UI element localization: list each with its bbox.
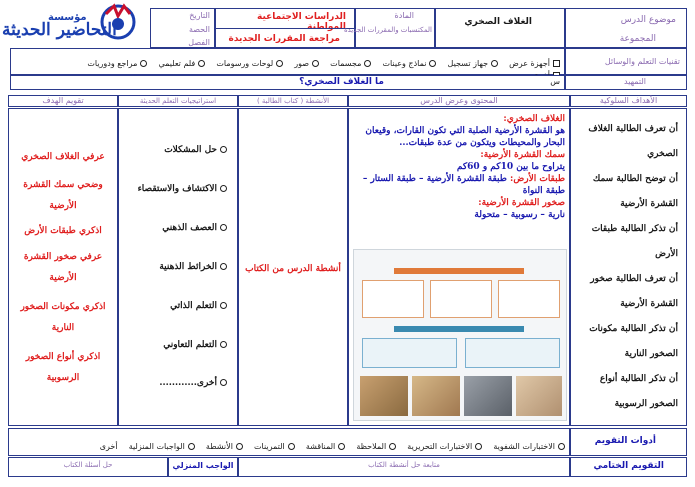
content-row	[351, 173, 565, 197]
content-column	[348, 108, 570, 426]
tool-option[interactable]: لوحات ورسومات	[216, 59, 283, 68]
assessment-options-cell	[8, 428, 570, 456]
strategy-item[interactable]: حل المشكلات	[164, 145, 227, 155]
tools-label: تقنيات التعلم والوسائل	[604, 57, 680, 66]
tool-option[interactable]: جهاز تسجيل	[448, 59, 498, 68]
radio-icon[interactable]	[220, 341, 227, 348]
period-label: الحصة	[188, 25, 210, 34]
tools-options-cell	[10, 48, 565, 75]
activities-text: أنشطة الدرس من الكتاب	[245, 264, 341, 274]
final-solve-label: حل أسئلة الكتاب	[63, 461, 113, 469]
header-topic-label-cell	[565, 8, 687, 48]
evaluation-item: عرفي صخور القشرة الأرضية	[23, 252, 103, 283]
strategy-item[interactable]: الاكتشاف والاستقصاء	[138, 184, 227, 194]
final-follow-cell	[238, 457, 570, 477]
radio-icon[interactable]	[558, 443, 565, 450]
evaluation-item: عرفي الغلاف الصخري	[21, 152, 105, 162]
tools-options-line1	[81, 51, 560, 70]
evaluation-item: اذكري أنواع الصخور الرسوبية	[25, 352, 101, 383]
final-solve-cell	[8, 457, 168, 477]
radio-icon[interactable]	[220, 185, 227, 192]
content-heading: صخور القشرة الأرضية:	[478, 198, 565, 208]
col-content-header	[348, 95, 570, 107]
final-label: التقويم الختامي	[593, 461, 664, 471]
tool-option[interactable]: صور	[294, 59, 319, 68]
header-date-cell	[150, 8, 215, 48]
assessment-option[interactable]: الاختبارات الشفوية	[493, 442, 565, 451]
rock-photo	[464, 376, 512, 416]
tool-option[interactable]: مراجع ودوريات	[87, 59, 147, 68]
radio-icon[interactable]	[220, 263, 227, 270]
assessment-option[interactable]: الأنشطة	[206, 442, 243, 451]
review-title: مراجعة المقررات الجديدة	[228, 34, 340, 44]
acquired-label: المكتسبات والمقررات الجديدة	[343, 26, 432, 34]
strategy-item[interactable]: التعلم التعاوني	[163, 340, 227, 350]
infographic-card	[430, 280, 492, 318]
final-label-cell	[570, 457, 687, 477]
lesson-topic-label: موضوع الدرس	[620, 15, 676, 25]
header-divider	[216, 28, 354, 29]
radio-icon[interactable]	[140, 60, 147, 67]
assessment-option[interactable]: التمرينات	[254, 442, 295, 451]
tool-option[interactable]: أجهزة عرض	[509, 59, 560, 68]
col-evaluation-header	[8, 95, 118, 107]
subject-title: الدراسات الاجتماعية المواطنة	[257, 12, 346, 32]
assessment-option[interactable]: الملاحظة	[356, 442, 396, 451]
infographic-card	[362, 280, 424, 318]
objective-item: أن تعرف الطالبة صخور القشرة الأرضية	[590, 274, 678, 309]
subject-label: المادة	[394, 11, 414, 20]
radio-icon[interactable]	[491, 60, 498, 67]
strategies-column	[118, 108, 238, 426]
col-strategies-label: استراتيجيات التعلم الحديثة	[139, 97, 217, 105]
logo-line1: مؤسسة	[48, 12, 87, 23]
assessment-option[interactable]: الاختبارات التحريرية	[407, 442, 482, 451]
content-heading: سمك القشرة الأرضية:	[480, 150, 565, 160]
class-label: الفصل	[188, 38, 210, 47]
radio-icon[interactable]	[338, 443, 345, 450]
content-paragraph: نارية – رسوبية – متحولة	[474, 210, 565, 220]
content-paragraph: هو القشرة الأرضية الصلبة التي تكون القارات، وقيعان البحار والمحيطات ويتكون من عدة طبقات...	[365, 126, 565, 148]
intro-question-cell	[10, 75, 565, 90]
infographic-card	[362, 338, 457, 368]
infographic-card	[465, 338, 560, 368]
logo	[0, 0, 150, 50]
radio-icon[interactable]	[276, 60, 283, 67]
radio-icon[interactable]	[429, 60, 436, 67]
evaluation-item: اذكري طبقات الأرض	[24, 226, 102, 236]
assessment-option[interactable]: الواجبات المنزلية	[129, 442, 195, 451]
col-activities-label: الأنشطة ( كتاب الطالبة )	[256, 97, 330, 105]
strategy-item[interactable]: أخرى............	[159, 378, 227, 388]
intro-question: ما الغلاف الصخري؟	[299, 77, 384, 87]
strategy-item[interactable]: الخرائط الذهنية	[159, 262, 227, 272]
final-homework-label: الواجب المنزلي	[172, 461, 234, 470]
tool-option[interactable]: نماذج وعينات	[382, 59, 436, 68]
rock-photo	[360, 376, 408, 416]
assessment-label-cell	[570, 428, 687, 456]
infographic-card	[498, 280, 560, 318]
radio-icon[interactable]	[475, 443, 482, 450]
strategy-item[interactable]: العصف الذهني	[162, 223, 227, 233]
header-topic-value-cell	[435, 8, 565, 48]
assessment-option[interactable]: أخرى	[99, 442, 118, 451]
objective-item: أن توضح الطالبة سمك القشرة الأرضية	[592, 174, 678, 209]
date-label: التاريخ	[189, 11, 210, 20]
rock-photo	[412, 376, 460, 416]
activities-column	[238, 108, 348, 426]
assessment-option[interactable]: المناقشة	[306, 442, 345, 451]
evaluation-item: اذكري مكونات الصخور النارية	[20, 302, 106, 333]
infographic-banner	[394, 326, 524, 332]
tool-option[interactable]: فلم تعليمي	[158, 59, 205, 68]
lesson-topic-value: الغلاف الصخري	[464, 17, 532, 27]
content-heading: طبقات الأرض:	[510, 174, 565, 184]
final-homework-cell	[168, 457, 238, 477]
evaluation-column	[8, 108, 118, 426]
content-paragraph: طبقة القشرة الأرضية – طبقة الستار – طبقة النواة	[362, 174, 565, 196]
content-infographic	[353, 249, 567, 421]
final-follow-label: متابعة حل أنشطة الكتاب	[368, 461, 440, 469]
group-label: المجموعة	[619, 34, 656, 44]
col-content-label: المحتوى وعرض الدرس	[420, 96, 498, 105]
strategy-item[interactable]: التعلم الذاتي	[170, 301, 227, 311]
radio-icon[interactable]	[198, 60, 205, 67]
assessment-label: أدوات التقويم	[594, 436, 656, 446]
objective-item: أن تعرف الطالبة الغلاف الصخري	[588, 124, 678, 159]
content-text-block	[351, 113, 565, 221]
radio-icon[interactable]	[220, 379, 227, 386]
col-objectives-header	[570, 95, 687, 107]
radio-icon[interactable]	[364, 60, 371, 67]
rock-photo	[516, 376, 562, 416]
radio-icon[interactable]	[288, 443, 295, 450]
radio-icon[interactable]	[220, 146, 227, 153]
col-evaluation-label: تقويم الهدف	[42, 96, 84, 105]
radio-icon[interactable]	[188, 443, 195, 450]
header-labels-cell	[343, 8, 435, 48]
intro-label: التمهيد	[624, 77, 646, 86]
col-objectives-label: الأهداف السلوكية	[599, 96, 658, 105]
assessment-options	[94, 434, 565, 453]
content-paragraph: يتراوح ما بين 10كم و 60كم	[456, 162, 565, 172]
tools-label-cell	[565, 48, 687, 75]
evaluation-item: وضحي سمك القشرة الأرضية	[23, 180, 103, 211]
col-activities-header	[238, 95, 348, 107]
infographic-banner	[394, 268, 524, 274]
logo-line2: التحاضير الحديثة	[2, 20, 117, 40]
radio-icon[interactable]	[389, 443, 396, 450]
radio-icon[interactable]	[312, 60, 319, 67]
objective-item: أن تذكر الطالبة أنواع الصخور الرسوبية	[599, 374, 678, 409]
objective-item: أن تذكر الطالبة مكونات الصخور النارية	[589, 324, 678, 359]
tool-option[interactable]: مجسمات	[330, 59, 371, 68]
objective-item: أن تذكر الطالبة طبقات الأرض	[591, 224, 678, 259]
header-subject-cell	[215, 8, 355, 48]
content-heading: الغلاف الصخري:	[503, 114, 565, 124]
col-strategies-header	[118, 95, 238, 107]
objectives-column	[570, 108, 687, 426]
radio-icon[interactable]	[220, 224, 227, 231]
radio-icon[interactable]	[236, 443, 243, 450]
intro-q-mark: س	[550, 77, 560, 86]
radio-icon[interactable]	[220, 302, 227, 309]
intro-label-cell	[565, 75, 687, 90]
